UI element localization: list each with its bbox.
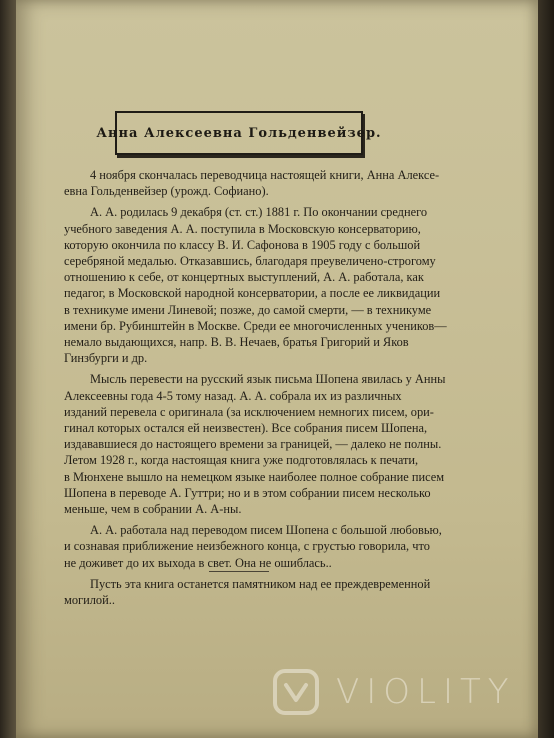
paragraph: [64, 576, 456, 608]
text-line: издававшиеся до настоящего времени за границей, — далеко не полны.: [64, 437, 442, 452]
text-line: Алексеевны года 4-5 тому назад. А. А. собрала их из различных: [64, 388, 402, 403]
text-line: в техникуме имени Линевой; позже, до самой смерти, — в техникуме: [64, 302, 432, 317]
text-line: и сознавая приближение неизбежного конца, с грустью говорила, что: [64, 539, 430, 554]
text-line: А. А. работала над переводом писем Шопена с большой любовью,: [90, 523, 442, 538]
watermark: [272, 668, 516, 716]
text-line: имени бр. Рубинштейн в Москве. Среди ее многочисленных учеников—: [64, 318, 447, 333]
violity-logo-icon: [272, 668, 320, 716]
text-line: гинал которых остался ей неизвестен). Все собрания писем Шопена,: [64, 421, 428, 436]
text-line: Шопена в переводе А. Гуттри; но и в этом собрании писем несколько: [64, 485, 431, 500]
text-line: немало выдающихся, напр. В. В. Нечаев, братья Григорий и Яков: [64, 335, 409, 350]
text-line: учебного заведения А. А. поступила в Московскую консерваторию,: [64, 221, 421, 236]
paragraph: [64, 371, 456, 517]
text-line: отношению к себе, от концертных выступлений, А. А. работала, как: [64, 270, 424, 285]
text-line: Гинзбурги и др.: [64, 351, 148, 366]
title-frame: [96, 111, 382, 155]
text-line: Мысль перевести на русский язык письма Шопена явилась у Анны: [90, 372, 446, 387]
paragraph: [64, 204, 456, 366]
text-line: меньше, чем в собрании А. А-ны.: [64, 502, 242, 517]
text-line: педагог, в Московской народной консерватории, а после ее ликвидации: [64, 286, 441, 301]
text-line: не доживет до их выхода в свет. Она не ошиблась..: [64, 555, 332, 570]
paragraph: [64, 167, 456, 199]
end-rule-divider: [209, 571, 269, 572]
text-line: которую окончила по классу В. И. Сафонова в 1905 году с большой: [64, 237, 421, 252]
page-title: Анна Алексеевна Гольденвейзер.: [96, 125, 382, 141]
text-line: серебряной медалью. Отказавшись, благодаря преувеличено-строгому: [64, 254, 436, 269]
text-line: в Мюнхене вышло на немецком языке наиболее полное собрание писем: [64, 469, 445, 484]
text-line: 4 ноября скончалась переводчица настоящей книги, Анна Алексе-: [90, 168, 440, 182]
text-line: евна Гольденвейзер (урожд. Софиано).: [64, 184, 269, 199]
book-spine-edge: [0, 0, 16, 738]
watermark-text: VIOLITY: [336, 672, 516, 712]
paragraph: [64, 522, 456, 571]
text-line: могилой..: [64, 593, 115, 608]
dark-background-edge: [538, 0, 554, 738]
text-line: Летом 1928 г., когда настоящая книга уже подготовлялась к печати,: [64, 453, 419, 468]
text-line: А. А. родилась 9 декабря (ст. ст.) 1881 г. По окончании среднего: [90, 205, 428, 220]
text-line: изданий перевела с оригинала (за исключением немногих писем, ори-: [64, 404, 434, 419]
text-line: Пусть эта книга останется памятником над ее преждевременной: [90, 576, 431, 591]
body-text: [64, 167, 456, 608]
